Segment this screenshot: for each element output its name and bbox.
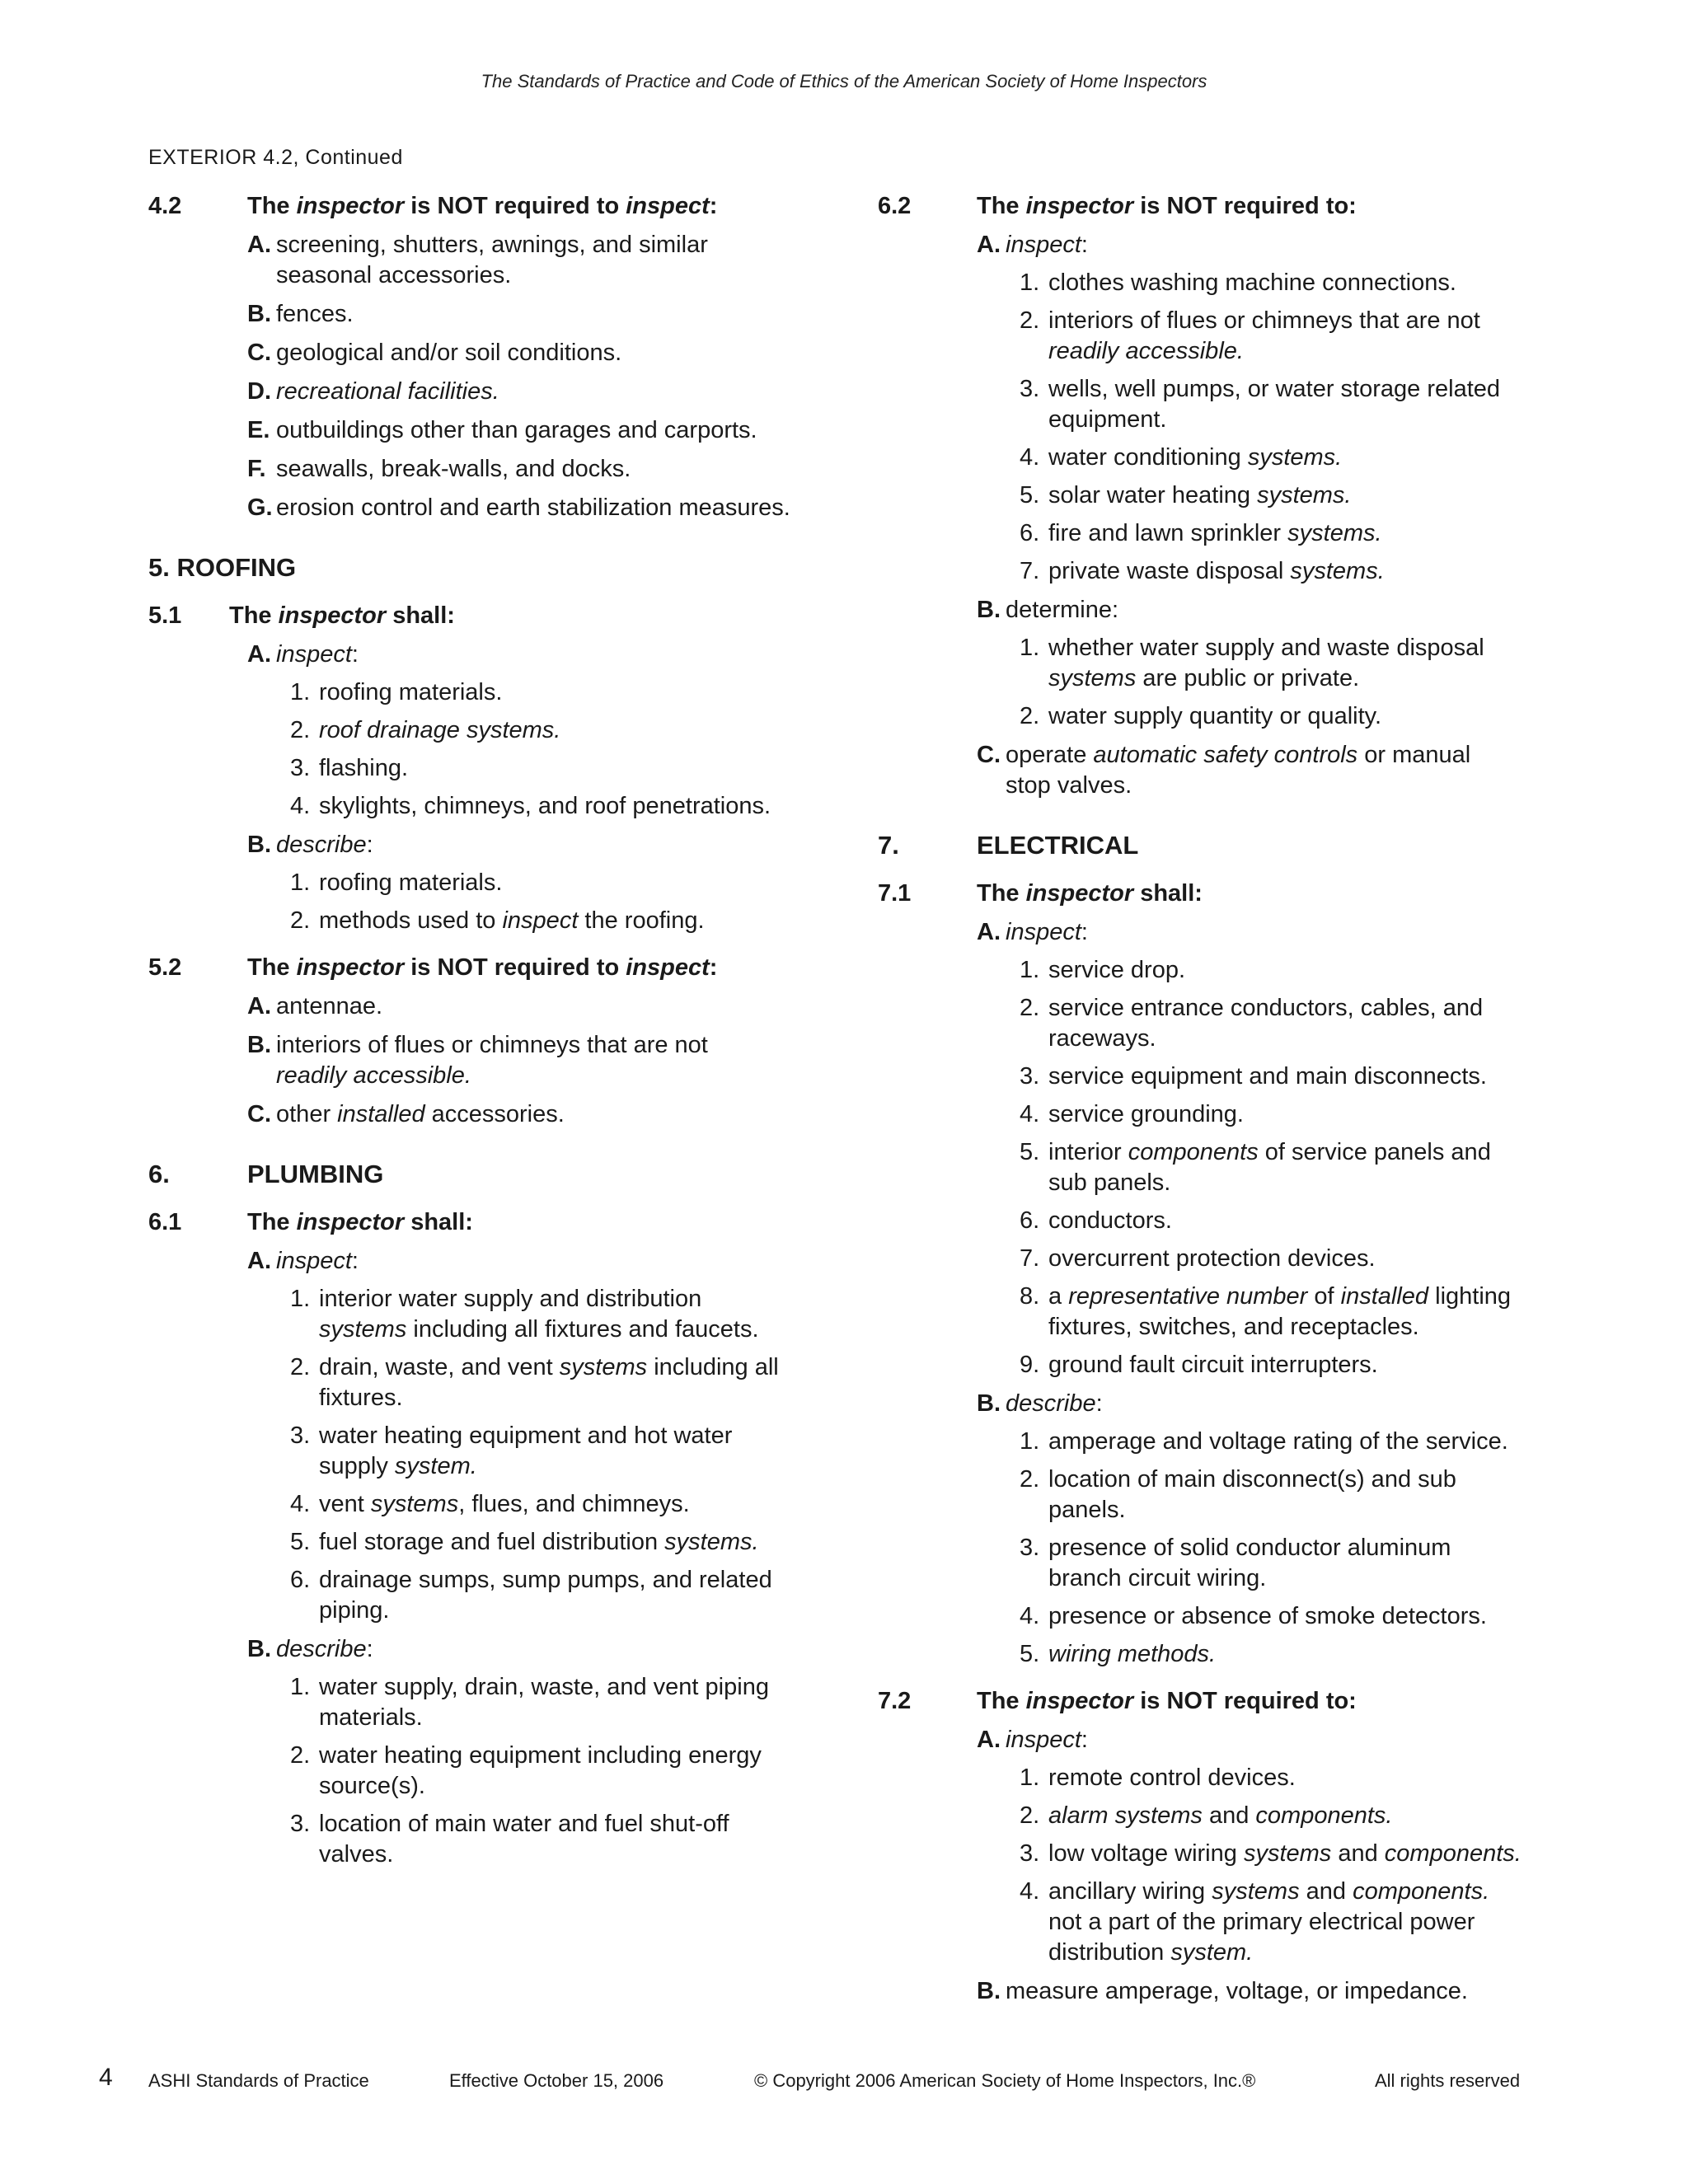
list-item: 1. roofing materials. <box>290 869 503 896</box>
list-item: F. seawalls, break-walls, and docks. <box>247 456 631 482</box>
list-item: 4. vent systems, flues, and chimneys. <box>290 1491 690 1517</box>
list-item: 2. water supply quantity or quality. <box>1020 703 1382 729</box>
list-item: A. screening, shutters, awnings, and similar seasonal accessories. <box>247 232 708 288</box>
list-item: 3. location of main water and fuel shut-off valves. <box>290 1811 729 1868</box>
list-item: 8. a representative number of installed lighting fixtures, switches, and receptacles. <box>1020 1283 1512 1340</box>
section-4-2-heading <box>148 191 832 222</box>
list-item: A. antennae. <box>247 993 383 1019</box>
footer-copyright: © Copyright 2006 American Society of Home Inspectors, Inc.® <box>754 2070 1256 2091</box>
list-item: A. inspect: <box>977 232 1088 258</box>
list-item: 3. service equipment and main disconnects. <box>1020 1063 1487 1090</box>
list-item: A. inspect: <box>247 1248 359 1274</box>
running-header: The Standards of Practice and Code of Ethics of the American Society of Home Inspectors <box>481 71 1207 91</box>
section-number: 4.2 <box>148 193 182 219</box>
list-item: 2. service entrance conductors, cables, and raceways. <box>1020 995 1484 1052</box>
footer-effective-date: Effective October 15, 2006 <box>449 2070 664 2091</box>
section-6-2-heading: 6.2 The inspector is NOT required to: <box>878 193 1357 219</box>
list-item: B. describe: <box>247 1636 373 1662</box>
list-item: 1. clothes washing machine connections. <box>1020 269 1456 296</box>
footer-rights: All rights reserved <box>1375 2070 1521 2091</box>
list-item: C. geological and/or soil conditions. <box>247 340 622 366</box>
list-item: 3. low voltage wiring systems and components. <box>1020 1840 1522 1867</box>
list-item: 3. flashing. <box>290 755 409 781</box>
list-item: 2. roof drainage systems. <box>290 717 561 743</box>
section-5-1-heading: 5.1 The inspector shall: <box>148 602 455 629</box>
list-item: 2. interiors of flues or chimneys that are not readily accessible. <box>1020 307 1480 364</box>
list-item: 5. solar water heating systems. <box>1020 482 1352 509</box>
list-item: B. describe: <box>247 832 373 858</box>
list-item: 7. private waste disposal systems. <box>1020 558 1385 584</box>
list-item: 3. presence of solid conductor aluminum branch circuit wiring. <box>1020 1535 1451 1591</box>
list-item: B. measure amperage, voltage, or impedance. <box>977 1978 1468 2004</box>
list-item: 6. fire and lawn sprinkler systems. <box>1020 520 1382 546</box>
list-item: 4. presence or absence of smoke detectors. <box>1020 1603 1487 1629</box>
list-item: G. erosion control and earth stabilization measures. <box>247 494 790 521</box>
list-item: 2. methods used to inspect the roofing. <box>290 907 705 934</box>
section-6-heading: 6. PLUMBING <box>148 1160 384 1188</box>
footer-title: ASHI Standards of Practice <box>148 2070 369 2091</box>
list-item: 2. drain, waste, and vent systems including all fixtures. <box>290 1354 779 1411</box>
section-5-heading: 5. ROOFING <box>148 553 297 582</box>
list-item: 1. remote control devices. <box>1020 1765 1296 1791</box>
section-7-2-heading: 7.2 The inspector is NOT required to: <box>878 1688 1357 1714</box>
list-item: B. interiors of flues or chimneys that are not readily accessible. <box>247 1032 708 1089</box>
list-item: 1. amperage and voltage rating of the service. <box>1020 1428 1508 1455</box>
section-7-heading: 7. ELECTRICAL <box>878 831 1139 860</box>
list-item: B. determine: <box>977 597 1119 623</box>
list-item: 4. service grounding. <box>1020 1101 1244 1127</box>
list-item: 4. skylights, chimneys, and roof penetrations. <box>290 793 771 819</box>
list-item: A. inspect: <box>977 1727 1088 1753</box>
list-item: 2. alarm systems and components. <box>1020 1802 1393 1829</box>
page-footer <box>0 2064 1688 2102</box>
list-item: 6. drainage sumps, sump pumps, and related piping. <box>290 1567 772 1624</box>
list-item: C. other installed accessories. <box>247 1101 565 1127</box>
list-item: C. operate automatic safety controls or manual stop valves. <box>977 742 1471 799</box>
list-item: 1. whether water supply and waste disposal systems are public or private. <box>1020 635 1484 691</box>
list-item: 2. water heating equipment including energy source(s). <box>290 1742 762 1799</box>
list-item: 1. roofing materials. <box>290 679 503 705</box>
list-item: 1. service drop. <box>1020 957 1186 983</box>
list-item: 1. water supply, drain, waste, and vent piping materials. <box>290 1674 769 1731</box>
list-item: 6. conductors. <box>1020 1207 1172 1234</box>
list-item: 3. wells, well pumps, or water storage related equipment. <box>1020 376 1501 433</box>
list-item: B. describe: <box>977 1390 1103 1417</box>
continued-label: EXTERIOR 4.2, Continued <box>148 146 403 169</box>
section-title: The inspector is NOT required to inspect: <box>247 193 718 219</box>
right-column <box>878 191 1554 2007</box>
list-item: A. inspect: <box>977 919 1088 945</box>
page-number: 4 <box>99 2064 113 2091</box>
list-item: 5. wiring methods. <box>1020 1641 1217 1667</box>
left-column <box>148 191 832 1870</box>
list-item: 9. ground fault circuit interrupters. <box>1020 1352 1378 1378</box>
list-item: E. outbuildings other than garages and carports. <box>247 417 757 443</box>
list-item: 4. water conditioning systems. <box>1020 444 1343 471</box>
list-item: 7. overcurrent protection devices. <box>1020 1245 1376 1272</box>
list-item: 3. water heating equipment and hot water supply system. <box>290 1422 733 1479</box>
list-item: 2. location of main disconnect(s) and sub panels. <box>1020 1466 1456 1523</box>
list-item: D. recreational facilities. <box>247 378 499 405</box>
list-item: 5. interior components of service panels and sub panels. <box>1020 1139 1491 1196</box>
section-6-1-heading: 6.1 The inspector shall: <box>148 1209 473 1235</box>
section-5-2-heading: 5.2 The inspector is NOT required to inspect: <box>148 954 718 981</box>
list-item: 5. fuel storage and fuel distribution systems. <box>290 1529 759 1555</box>
list-item: B. fences. <box>247 301 354 327</box>
list-item: 4. ancillary wiring systems and components. not a part of the primary electrical power distribution system. <box>1020 1878 1490 1966</box>
section-7-1-heading: 7.1 The inspector shall: <box>878 880 1203 907</box>
list-item: 1. interior water supply and distribution systems including all fixtures and faucets. <box>290 1286 759 1343</box>
list-item: A. inspect: <box>247 641 359 668</box>
